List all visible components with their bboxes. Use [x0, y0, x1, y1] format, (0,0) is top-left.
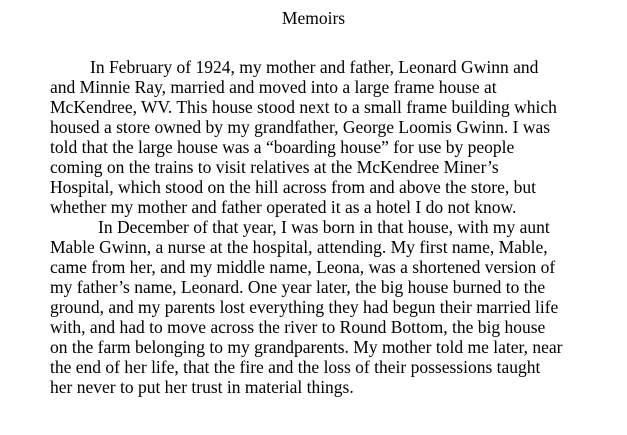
document-title: Memoirs: [281, 8, 346, 28]
paragraph-1-line-1: In February of 1924, my mother and father, Leonard Gwinn and: [90, 57, 539, 77]
paragraph-2-line-2: Mable Gwinn, a nurse at the hospital, attending. My first name, Mable,: [50, 237, 548, 257]
paragraph-1-line-8: whether my mother and father operated it as a hotel I do not know.: [50, 197, 517, 217]
paragraph-2-line-6: with, and had to move across the river to Round Bottom, the big house: [50, 317, 546, 337]
paragraph-2-line-5: ground, and my parents lost everything they had begun their married life: [50, 297, 559, 317]
paragraph-2-line-8: the end of her life, that the fire and the loss of their possessions taught: [50, 357, 541, 377]
paragraph-2-line-9: her never to put her trust in material things.: [50, 377, 354, 397]
paragraph-1-line-4: housed a store owned by my grandfather, George Loomis Gwinn. I was: [50, 117, 551, 137]
paragraph-2-line-4: my father’s name, Leonard. One year later, the big house burned to the: [50, 277, 546, 297]
paragraph-1-line-5: told that the large house was a “boarding house” for use by people: [50, 137, 515, 157]
paragraph-1-line-3: McKendree, WV. This house stood next to a small frame building which: [50, 97, 557, 117]
paragraph-2-line-1: In December of that year, I was born in that house, with my aunt: [98, 217, 550, 237]
paragraph-2-line-3: came from her, and my middle name, Leona, was a shortened version of: [50, 257, 556, 277]
paragraph-1-line-6: coming on the trains to visit relatives at the McKendree Miner’s: [50, 157, 499, 177]
paragraph-1-line-7: Hospital, which stood on the hill across from and above the store, but: [50, 177, 537, 197]
paragraph-2-line-7: on the farm belonging to my grandparents. My mother told me later, near: [50, 337, 563, 357]
paragraph-1-line-2: and Minnie Ray, married and moved into a large frame house at: [50, 77, 497, 97]
